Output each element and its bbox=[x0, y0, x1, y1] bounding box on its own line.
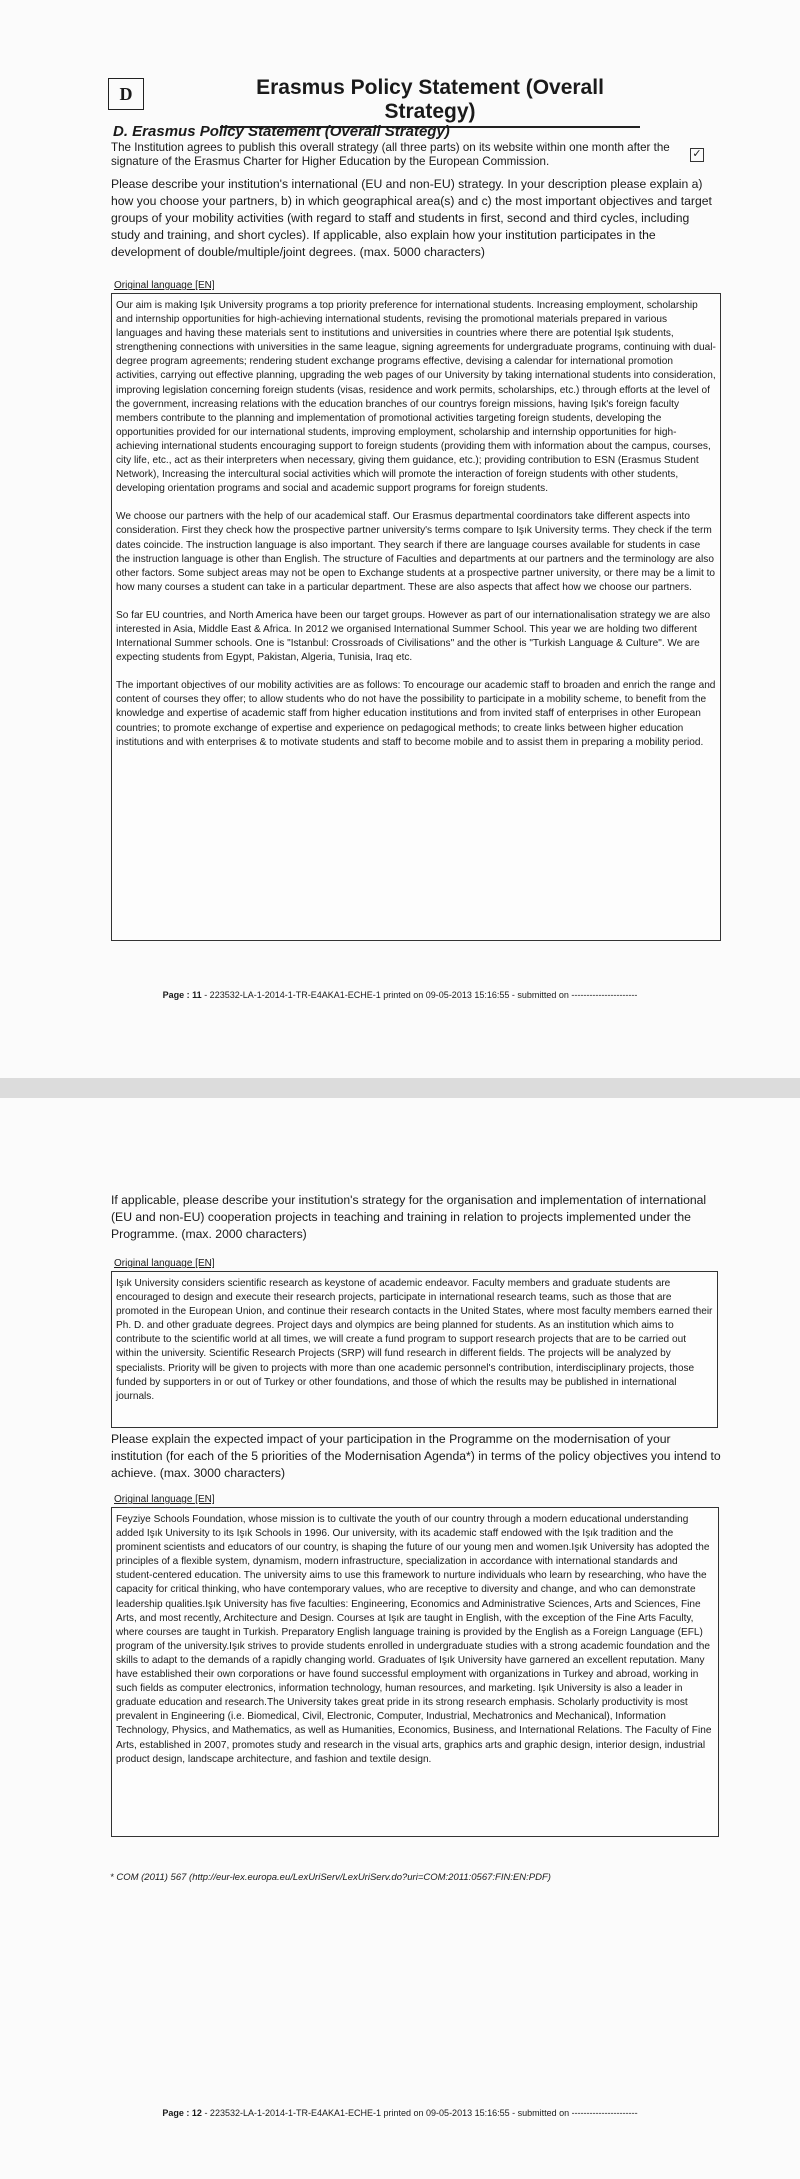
section-subtitle: D. Erasmus Policy Statement (Overall Strategy) bbox=[113, 123, 450, 140]
page-footer bbox=[0, 990, 800, 1000]
answer-paragraph: So far EU countries, and North America have been our target groups. However as part of our internationalisation strategy we are also interested in Asia, Middle East & Africa. In 2012 we organised International Summer School. This year we are holding two different International Summer schools. One is "Istanbul: Crossroads of Civilisations" and the other is "Turkish Language & Culture". We are expecting students from Egypt, Pakistan, Algeria, Tunisia, Iraq etc. bbox=[116, 609, 711, 664]
cooperation-question: If applicable, please describe your institution's strategy for the organisation and implementation of international (EU and non-EU) cooperation projects in teaching and training in relation to projects implemented under the Programme. (max. 2000 characters) bbox=[111, 1193, 707, 1241]
modernisation-question: Please explain the expected impact of your participation in the Programme on the modernisation of your institution (for each of the 5 priorities of the Modernisation Agenda*) in terms of the policy objectives you intend to achieve. (max. 3000 characters) bbox=[111, 1432, 721, 1480]
original-language-label: Original language [EN] bbox=[114, 280, 215, 291]
page-footer bbox=[0, 2108, 800, 2118]
page-title: Erasmus Policy Statement (Overall Strategy) bbox=[220, 76, 640, 128]
footer-page-number: Page : 12 bbox=[162, 2108, 202, 2118]
answer-paragraph: Feyziye Schools Foundation, whose mission is to cultivate the youth of our country through a modern educational understanding added Işık University to its Işık Schools in 1996. Our university, with its academic staff endowed with the Işık tradition and the prominent scientists and educators of our country, is shaping the future of our young men and women.Işık University has adopted the principles of a flexible system, dynamism, modern infrastructure, specialization in accordance with international standards and student-centered education. The university aims to use this framework to nurture individuals who learn by researching, who have the capacity for critical thinking, who have contemporary values, who are receptive to diversity and change, and who can demonstrate leadership qualities.Işık University has five faculties: Engineering, Economics and Administrative Sciences, Arts and Sciences, Fine Arts, and most recently, Architecture and Design. Courses at Işık are taught in English, with the exception of the Fine Arts Faculty, where courses are taught in Turkish. Preparatory English language training is provided by the English as a Foreign Language (EFL) program of the university.Işık strives to provide students enrolled in undergraduate studies with a strong academic foundation and the skills to adapt to the demands of a rapidly changing world. Graduates of Işık University have garnered an excellent reputation. Many have established their own corporations or have found successful employment with organizations in Turkey and abroad, working in such fields as computer electronics, information technology, human resources, and marketing. Işık University is also a leader in graduate education and research.The University takes great pride in its strong research emphasis. Scholarly productivity is most prevalent in Engineering (i.e. Biomedical, Civil, Electronic, Computer, Industrial, Mechatronics and Mechanical), Information Technology, Physics, and Mathematics, as well as Humanities, Economics, Business, and International Relations. The Faculty of Fine Arts, established in 2007, promotes study and research in the visual arts, graphics arts and graphic design, interior design, industrial product design, landscape architecture, and fashion and textile design. bbox=[116, 1514, 712, 1765]
strategy-answer-box bbox=[111, 293, 721, 941]
agreement-text: The Institution agrees to publish this overall strategy (all three parts) on its website within one month after the signature of the Erasmus Charter for Higher Education by the European Commission. bbox=[111, 141, 670, 168]
answer-paragraph: Our aim is making Işık University programs a top priority preference for international students. Increasing employment, scholarship and internship opportunities for high-achieving international students, revising the promotional materials prepared in various languages and having these materials sent to institutions and universities in countries where there are potential Işık students, strengthening connections with universities in the same league, signing agreements for undergraduate programs, continuing with dual-degree program agreements; rendering student exchange programs effective, devising a calendar for international promotion activities, carrying out effective planning, upgrading the web pages of our University by taking international students into consideration, improving legislation concerning foreign students (visas, residence and work permits, scholarships, etc.) through efforts at the level of the government, increasing relations with the education branches of our countrys foreign missions, having Işık's foreign faculty members contribute to the planning and implementation of promotional activities targeting foreign students, developing the opportunities provided for our international students, improving employment, scholarship and internship opportunities for high-achieving international students encouraging support to foreign students (providing them with information about the campus, courses, city life, etc., act as their interpreters when necessary, giving them guidance, etc.); providing contribution to ESN (Erasmus Student Network), Increasing the intercultural social activities which will promote the interaction of foreign students with other students, developing orientation programs and social and academic support programs for foreign students. bbox=[116, 300, 716, 495]
answer-paragraph: We choose our partners with the help of our academical staff. Our Erasmus departmental coordinators take different aspects into consideration. First they check how the prospective partner university's terms compare to Işık University terms. They check if the term dates coincide. The instruction language is also important. They search if there are language courses available for students in case the instruction language is other than English. The structure of Faculties and departments at our partners and the terminology are also other factors. Some subject areas may not be open to Exchange students at a prospective partner university, or there may be a limit to how many courses a student can take in a particular department. These are also aspects that affect how we choose our partners. bbox=[116, 511, 716, 593]
footer-text: - 223532-LA-1-2014-1-TR-E4AKA1-ECHE-1 printed on 09-05-2013 15:16:55 - submitted on ---------------------- bbox=[201, 990, 638, 1000]
cooperation-answer-box bbox=[111, 1271, 718, 1428]
original-language-label: Original language [EN] bbox=[114, 1494, 215, 1505]
footer-text: - 223532-LA-1-2014-1-TR-E4AKA1-ECHE-1 printed on 09-05-2013 15:16:55 - submitted on ---------------------- bbox=[201, 2108, 638, 2118]
strategy-question: Please describe your institution's international (EU and non-EU) strategy. In your description please explain a) how you choose your partners, b) in which geographical area(s) and c) the most important objectives and target groups of your mobility activities (with regard to staff and students in first, second and third cycles, including study and training, and short cycles). If applicable, also explain how your institution participates in the development of double/multiple/joint degrees. (max. 5000 characters) bbox=[111, 177, 712, 259]
modernisation-answer-box bbox=[111, 1507, 719, 1837]
section-letter-box: D bbox=[108, 78, 144, 110]
answer-paragraph: Işık University considers scientific research as keystone of academic endeavor. Faculty members and graduate students are encouraged to design and execute their research projects, participate in international research teams, such as those that are promoted in the European Union, and continue their research contacts in the United States, where most faculty members earned their Ph. D. and other graduate degrees. Project days and olympics are being planned for students. As an institution which aims to contribute to the scientific world at all times, we will create a fund program to support research projects that are to be carried out within the university. Scientific Research Projects (SRP) will fund research in different fields. The projects will be analyzed by specialists. Priority will be given to projects with more than one academic personnel's contribution, interdisciplinary projects, those funded by supporters in or out of Turkey or other foundations, and those of which the results may be published in international journals. bbox=[116, 1278, 713, 1402]
answer-paragraph: The important objectives of our mobility activities are as follows: To encourage our academic staff to broaden and enrich the range and content of courses they offer; to allow students who do not have the possibility to participate in a mobility scheme, to benefit from the knowledge and expertise of academic staff from higher education institutions and from invited staff of enterprises in other European countries; to promote exchange of expertise and experience on pedagogical methods; to create links between higher education institutions and with enterprises & to motivate students and staff to become mobile and to assist them in preparing a mobility period. bbox=[116, 680, 716, 748]
document-page-12 bbox=[0, 1098, 800, 2179]
footnote: * COM (2011) 567 (http://eur-lex.europa.eu/LexUriServ/LexUriServ.do?uri=COM:2011:0567:FIN:EN:PDF) bbox=[110, 1872, 551, 1883]
footer-page-number: Page : 11 bbox=[162, 990, 202, 1000]
original-language-label: Original language [EN] bbox=[114, 1258, 215, 1269]
agreement-checkbox: ✓ bbox=[690, 148, 704, 162]
document-page-11 bbox=[0, 0, 800, 1078]
